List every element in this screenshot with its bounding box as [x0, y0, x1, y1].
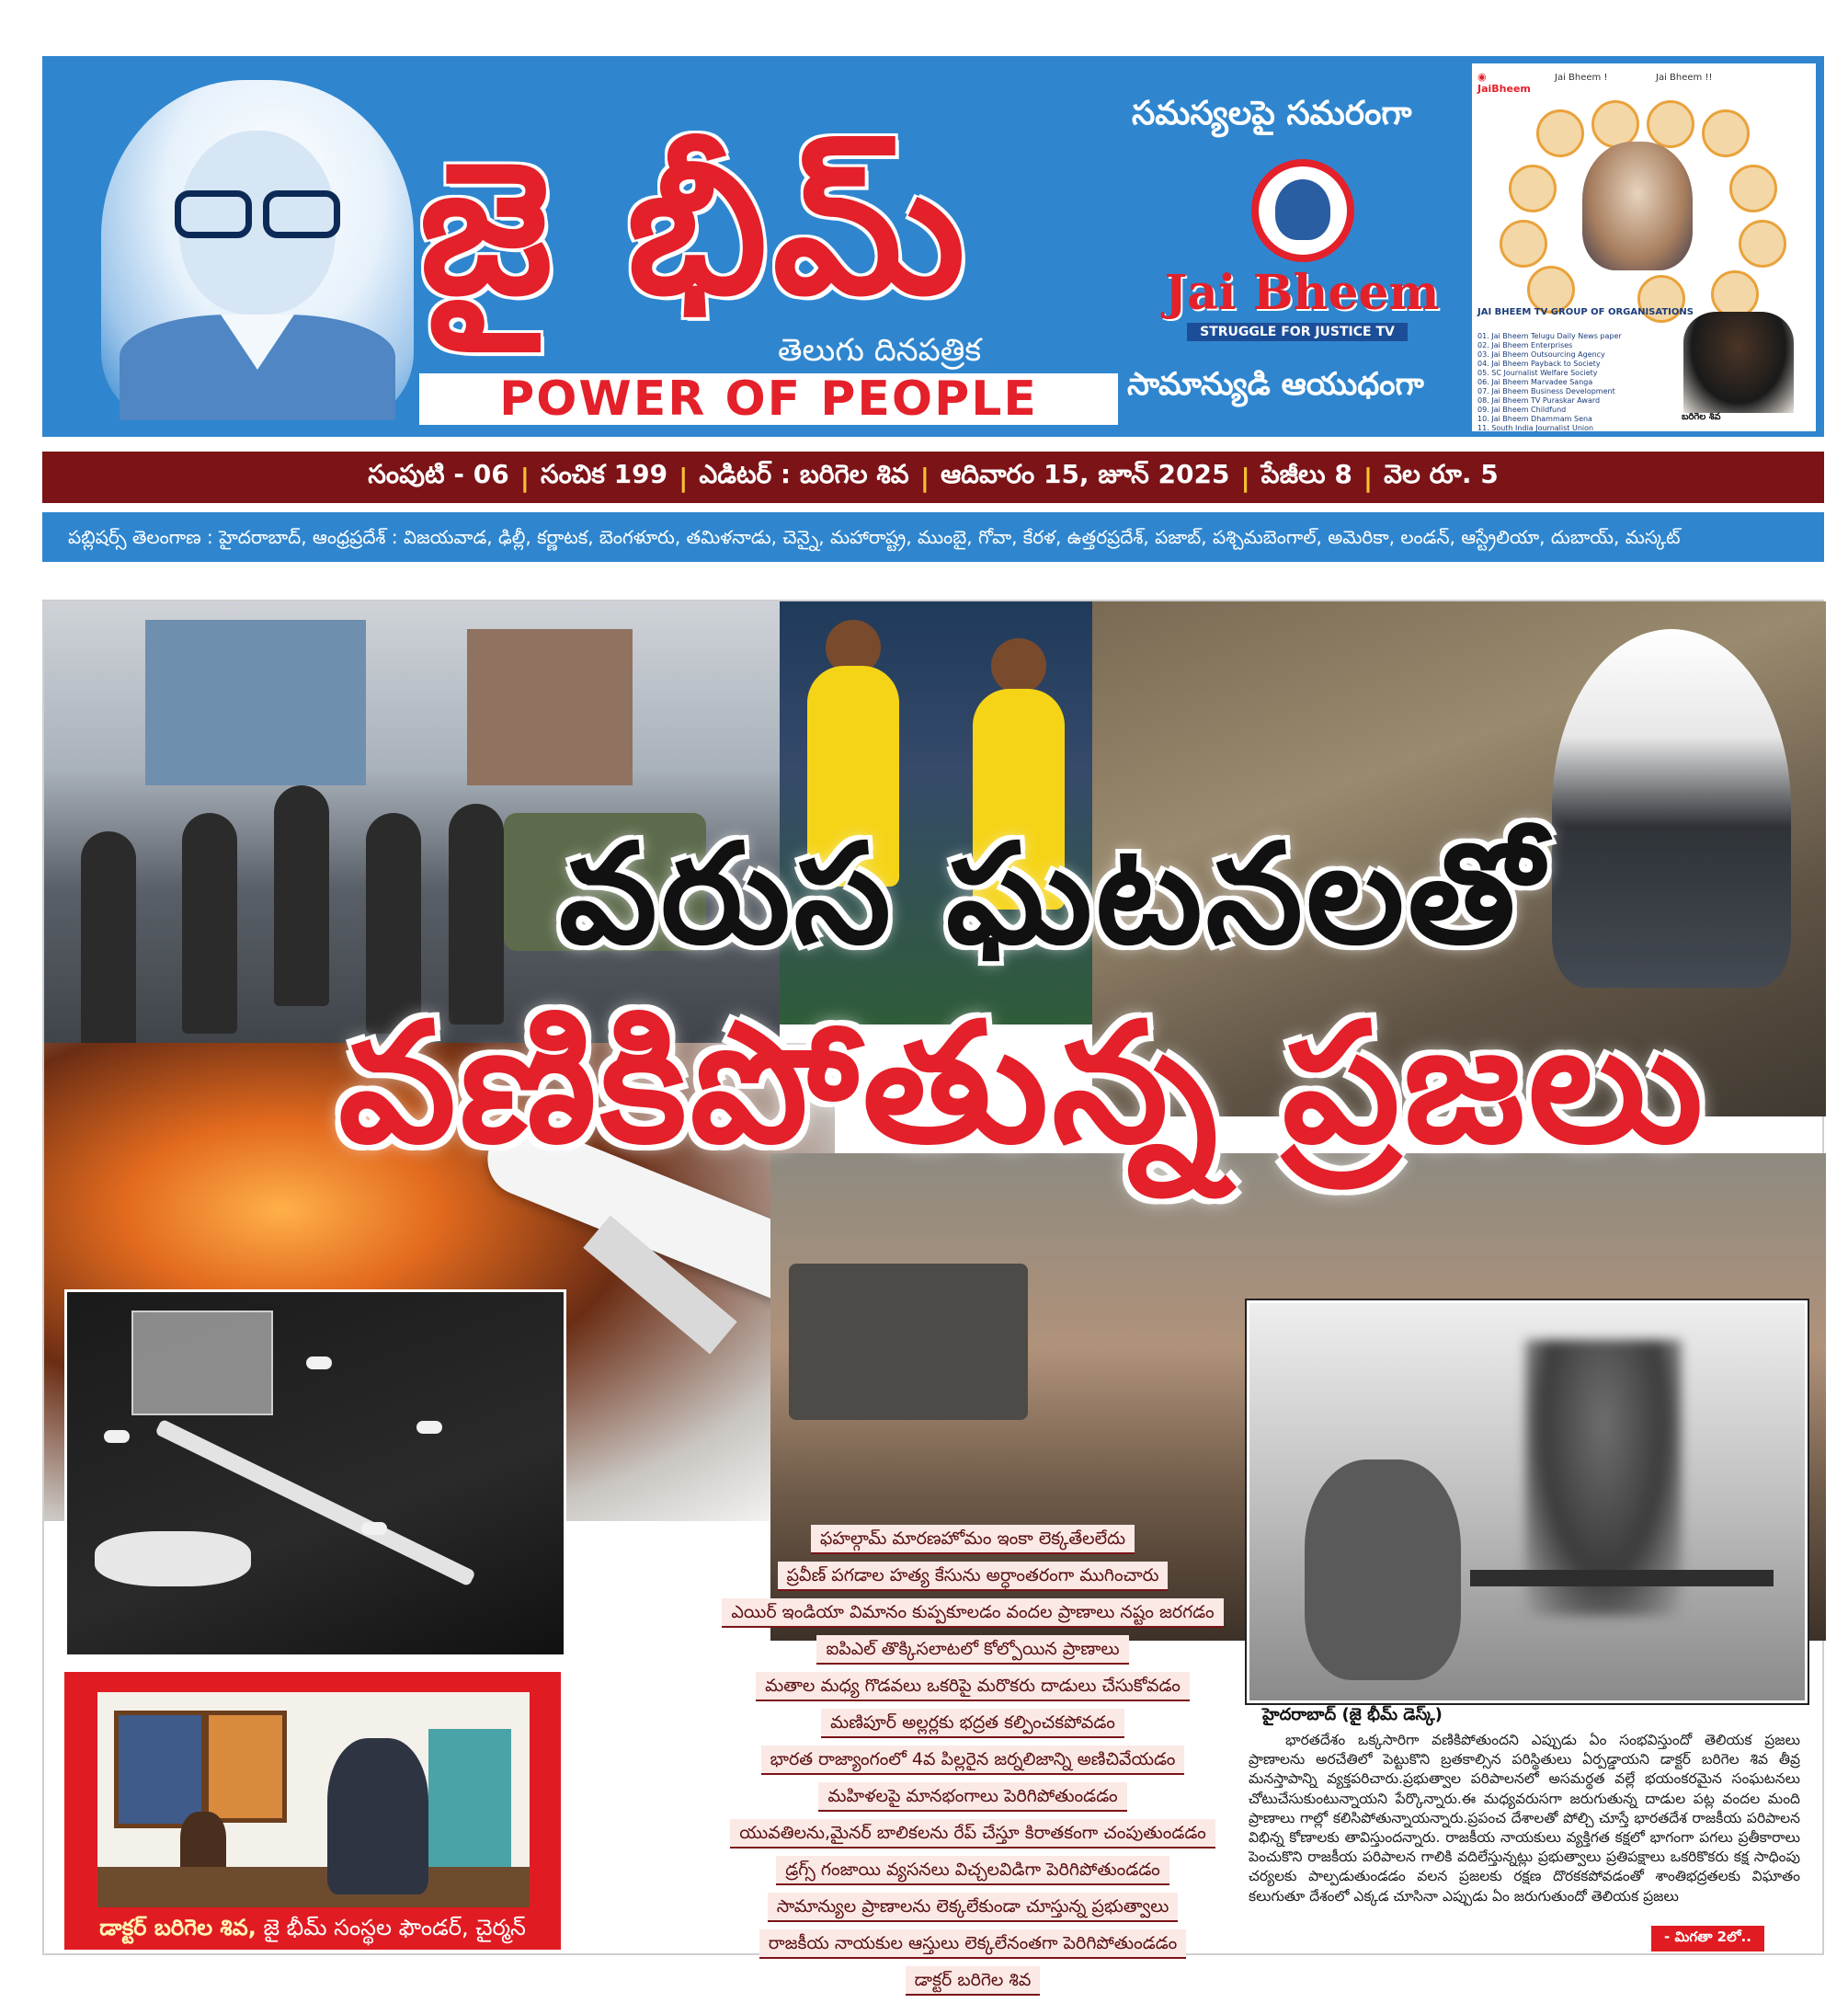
org-title: JAI BHEEM TV GROUP OF ORGANISATIONS: [1477, 307, 1694, 317]
slogan-bottom: సామాన్యుడి ఆయుధంగా: [1127, 366, 1424, 403]
tv-group-panel: [1472, 63, 1816, 431]
org-item: 07. Jai Bheem Business Development: [1477, 387, 1615, 395]
leader-photo: [1500, 220, 1547, 268]
founder-caption: [64, 1913, 561, 1942]
logo-name: Jai Bheem: [1164, 265, 1440, 321]
list-item: భారత రాజ్యాంగంలో 4వ పిల్లరైన జర్నలిజాన్ని అణిచివేయడం: [679, 1745, 1267, 1782]
masthead: [42, 56, 1824, 437]
list-item: యువతిలను,మైనర్ బాలికలను రేప్ చేస్తూ కిరాతకంగా చంపుతుండడం: [679, 1819, 1267, 1856]
org-item: 10. Jai Bheem Dhammam Sena: [1477, 415, 1592, 423]
list-item: డ్రగ్స్ గంజాయి వ్యసనలు విచ్చలవిడిగా పెరిగిపోతుండడం: [679, 1856, 1267, 1893]
tv-panel-header-left: Jai Bheem !: [1555, 73, 1608, 83]
list-item: మహిళలపై మానభంగాలు పెరిగిపోతుండడం: [679, 1782, 1267, 1819]
founder-office-photo: [97, 1692, 530, 1907]
front-page-collage: [42, 600, 1824, 1990]
separator: |: [519, 462, 530, 493]
list-item: ఎయిర్ ఇండియా విమానం కుప్పకూలడం వందల ప్రాణాలు నష్టం జరగడం: [679, 1598, 1267, 1635]
issue-date: ఆదివారం 15, జూన్ 2025: [940, 459, 1230, 489]
list-item: ఫహల్గామ్ మారణహోమం ఇంకా లెక్కతేలలేదు: [679, 1525, 1267, 1562]
list-item: సామాన్యుల ప్రాణాలను లెక్కలేకుండా చూస్తున్న ప్రభుత్వాలు: [679, 1893, 1267, 1929]
slogan-top: సమస్యలపై సమరంగా: [1132, 95, 1412, 132]
newspaper-subtitle: తెలుగు దినపత్రిక: [778, 332, 982, 369]
issue-number: సంచిక 199: [540, 459, 668, 489]
publishers-line: పబ్లిషర్స్ తెలంగాణ : హైదరాబాద్, ఆంధ్రప్రదేశ్ : విజయవాడ, ఢిల్లీ, కర్ణాటక, బెంగళూరు, తమిళనాడు, చెన్నై, మహారాష్ట్ర, ముంబై, గోవా, కేరళ, ఉత్తరప్రదేశ్, పజాబ్, పశ్చిమబెంగాల్, అమెరికా, లండన్, ఆస్ట్రేలియా, దుబాయ్, మస్కట్: [42, 512, 1824, 562]
leader-photo: [1702, 109, 1750, 157]
article-dateline: హైదరాబాద్ (జై భీమ్ డెస్క్): [1262, 1705, 1443, 1724]
founder-name: డాక్టర్ బరిగెల శివ,: [99, 1915, 257, 1940]
drugs-photo: [64, 1289, 566, 1657]
newspaper-tagline: POWER OF PEOPLE: [419, 373, 1118, 425]
separator: |: [679, 462, 689, 493]
volume: సంపుటి - 06: [368, 459, 509, 489]
org-item: 04. Jai Bheem Payback to Society: [1477, 360, 1601, 368]
org-item: 09. Jai Bheem Childfund: [1477, 406, 1567, 414]
jai-bheem-tv-logo: [1159, 159, 1444, 361]
founder-box: [64, 1672, 561, 1950]
editor: ఎడిటర్ : బరిగెల శివ: [699, 459, 909, 489]
founder-mic-photo: [1683, 312, 1794, 413]
continued-label: - మిగతా 2లో..: [1651, 1926, 1764, 1951]
founder-signature: బరిగెల శివ: [1682, 412, 1721, 422]
newspaper-title: జై భీమ్: [419, 122, 971, 335]
org-item: 06. Jai Bheem Marvadee Sanga: [1477, 378, 1593, 386]
price: వెల రూ. 5: [1384, 459, 1499, 489]
leader-photo: [1509, 165, 1557, 212]
leader-photo: [1647, 100, 1694, 148]
mini-logo-icon: ◉ JaiBheem: [1477, 71, 1531, 95]
violence-against-women-photo: [1247, 1300, 1808, 1703]
emblem-icon: [1251, 159, 1354, 262]
logo-tag: STRUGGLE FOR JUSTICE TV: [1187, 323, 1408, 341]
leader-photo: [1739, 220, 1786, 268]
org-item: 01. Jai Bheem Telugu Daily News paper: [1477, 332, 1622, 340]
list-item: ప్రవీణ్ పగడాల హత్య కేసును అర్ధాంతరంగా ముగించారు: [679, 1562, 1267, 1598]
headline-points-list: [679, 1525, 1267, 2003]
separator: |: [1363, 462, 1374, 493]
headline-line-1: వరుస ఘటనలతో: [559, 815, 1546, 975]
separator: |: [1240, 462, 1250, 493]
org-item: 11. South India Journalist Union: [1477, 424, 1594, 432]
org-list: [1477, 332, 1622, 433]
ambedkar-portrait: [101, 80, 414, 420]
page-count: పేజీలు 8: [1261, 459, 1352, 489]
separator: |: [919, 462, 930, 493]
list-item: మతాల మధ్య గొడవలు ఒకరిపై మరొకరు దాడులు చేసుకోవడం: [679, 1672, 1267, 1709]
leader-photo: [1536, 109, 1584, 157]
list-item: రాజకీయ నాయకుల ఆస్తులు లెక్కలేనంతగా పెరిగిపోతుండడం: [679, 1929, 1267, 1966]
leader-photo: [1729, 165, 1777, 212]
org-item: 05. SC Journalist Welfare Society: [1477, 369, 1598, 377]
org-item: 02. Jai Bheem Enterprises: [1477, 341, 1573, 349]
org-item: 08. Jai Bheem TV Puraskar Award: [1477, 396, 1601, 405]
tv-panel-header-right: Jai Bheem !!: [1656, 73, 1713, 83]
org-item: 03. Jai Bheem Outsourcing Agency: [1477, 350, 1605, 359]
list-item: మణిపూర్ అల్లర్లకు భద్రత కల్పించకపోవడం: [679, 1709, 1267, 1745]
speaker-photo: [1552, 629, 1791, 988]
list-item: ఐపిఎల్ తొక్కిసలాటలో కోల్పోయిన ప్రాణాలు: [679, 1635, 1267, 1672]
issue-info-bar: [42, 452, 1824, 503]
ambedkar-center-photo: [1582, 142, 1693, 270]
list-item: డాక్టర్ బరిగెల శివ: [679, 1966, 1267, 2003]
founder-role: జై భీమ్ సంస్థల ఫౌండర్, చైర్మన్: [256, 1915, 526, 1940]
headline-line-2: వణికిపోతున్న ప్రజలు: [338, 988, 1707, 1180]
article-body: భారతదేశం ఒక్కసారిగా వణికిపోతుందని ఎప్పుడు ఏం సంభవిస్తుందో తెలియక ప్రజలు ప్రాణాలను అరచేతిలో పెట్టుకొని బ్రతకాల్సిన పరిస్థితులు ఏర్పడ్డాయని డాక్టర్ బరిగెల శివ తీవ్ర మనస్తాపాన్ని వ్యక్తపరిచారు.ప్రభుత్వాల పరిపాలనలో అసమర్థత వల్లే భయంకరమైన సంఘటనలు చోటుచేసుకుంటున్నాయని పేర్కొన్నారు.ఈ మధ్యవరుసగా జరుగుతున్న దాడుల పట్ల వందల మంది ప్రాణాలు గాల్లో కలిసిపోతున్నాయన్నారు.ప్రపంచ దేశాలతో పోల్చి చూస్తే భారతదేశ రాజకీయ పరిపాలన విభిన్న కోణాలకు తావిస్తుందన్నారు. రాజకీయ నాయకులు వ్యక్తిగత కక్షలో భాగంగా పగలు ప్రతీకారాలు పెంచుకొని రాజకీయ పరిపాలన గాలికి వదిలేస్తున్నట్లు ప్రభుత్వాలు ప్రతిపక్షాలు ఒకరికొకరు కక్ష సాధింపు చర్యలకు పాల్పడుతుండడం వలన ప్రజలకు రక్షణ దొరకకపోవడంతో శాంతిభద్రతలకు విఘాతం కలుగుతూ దేశంలో ఎక్కడ చూసినా ఎప్పుడు ఏం జరుగుతుందో తెలియక ప్రజలు: [1249, 1732, 1800, 1905]
